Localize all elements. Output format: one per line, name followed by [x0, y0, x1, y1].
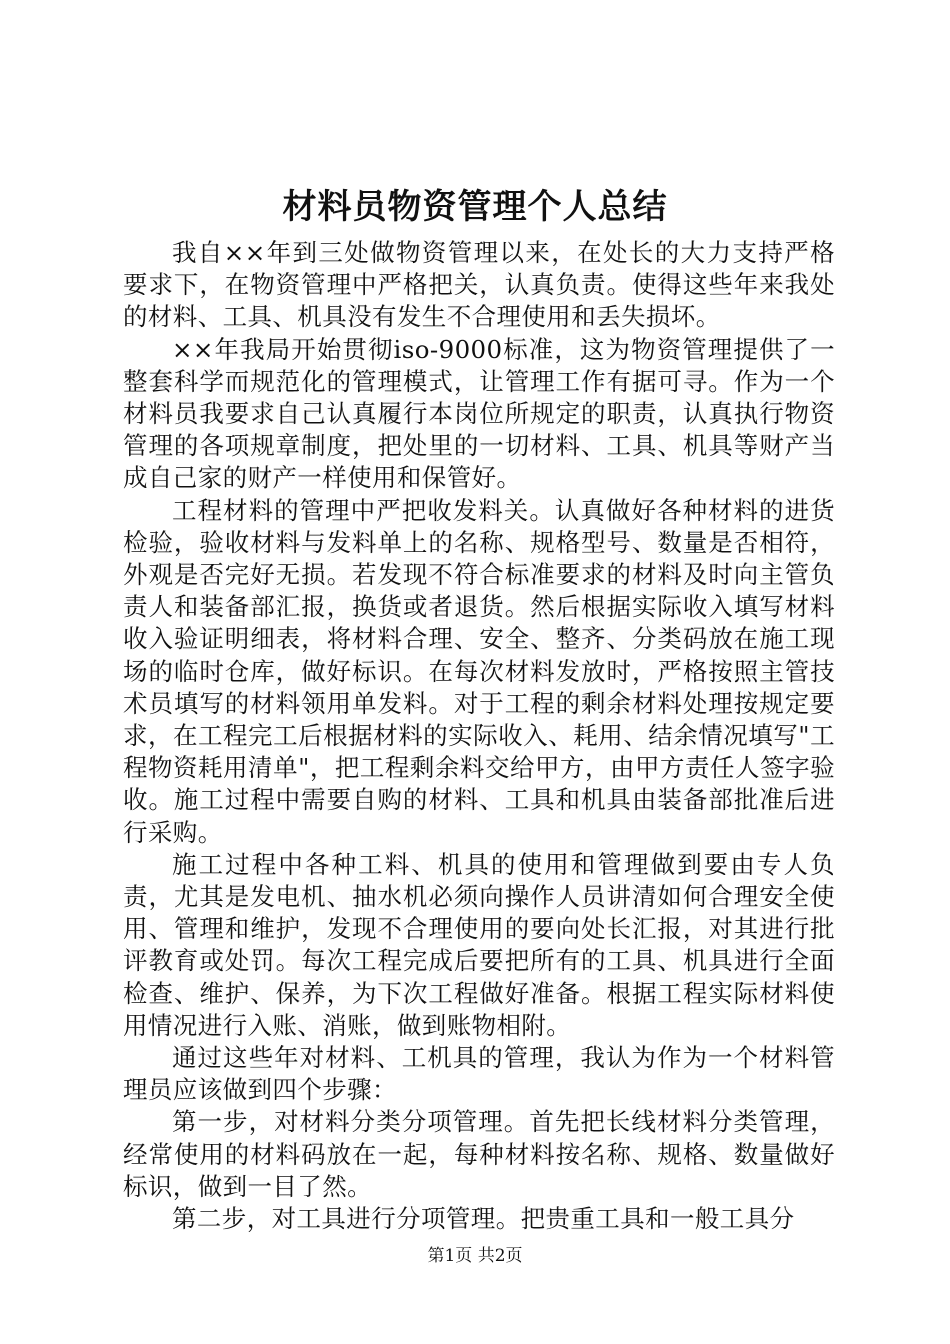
- paragraph-2: ××年我局开始贯彻iso-9000标准，这为物资管理提供了一整套科学而规范化的管理模式，让管理工作有据可寻。作为一个材料员我要求自己认真履行本岗位所规定的职责，认真执行物资管理的各项规章制度，把处里的一切材料、工具、机具等财产当成自己家的财产一样使用和保管好。: [123, 334, 835, 493]
- document-body: [123, 237, 835, 1235]
- paragraph-5: 通过这些年对材料、工机具的管理，我认为作为一个材料管理员应该做到四个步骤：: [123, 1043, 835, 1105]
- paragraph-7: 第二步，对工具进行分项管理。把贵重工具和一般工具分: [172, 1204, 795, 1234]
- page-title: 材料员物资管理个人总结: [282, 187, 668, 227]
- paragraph-4: 施工过程中各种工料、机具的使用和管理做到要由专人负责，尤其是发电机、抽水机必须向操作人员讲清如何合理安全使用、管理和维护，发现不合理使用的要向处长汇报，对其进行批评教育或处罚。每次工程完成后要把所有的工具、机具进行全面检查、维护、保养，为下次工程做好准备。根据工程实际材料使用情况进行入账、消账，做到账物相附。: [123, 849, 835, 1040]
- paragraph-3: 工程材料的管理中严把收发料关。认真做好各种材料的进货检验，验收材料与发料单上的名称、规格型号、数量是否相符，外观是否完好无损。若发现不符合标准要求的材料及时向主管负责人和装备部汇报，换货或者退货。然后根据实际收入填写材料收入验证明细表，将材料合理、安全、整齐、分类码放在施工现场的临时仓库，做好标识。在每次材料发放时，严格按照主管技术员填写的材料领用单发料。对于工程的剩余材料处理按规定要求，在工程完工后根据材料的实际收入、耗用、结余情况填写"工程物资耗用清单"，把工程剩余料交给甲方，由甲方责任人签字验收。施工过程中需要自购的材料、工具和机具由装备部批准后进行采购。: [123, 495, 835, 847]
- paragraph-6: 第一步，对材料分类分项管理。首先把长线材料分类管理，经常使用的材料码放在一起，每种材料按名称、规格、数量做好标识，做到一目了然。: [123, 1107, 835, 1201]
- page-footer: 第1页 共2页: [427, 1246, 523, 1266]
- paragraph-1: 我自××年到三处做物资管理以来，在处长的大力支持严格要求下，在物资管理中严格把关，认真负责。使得这些年来我处的材料、工具、机具没有发生不合理使用和丢失损坏。: [123, 238, 835, 332]
